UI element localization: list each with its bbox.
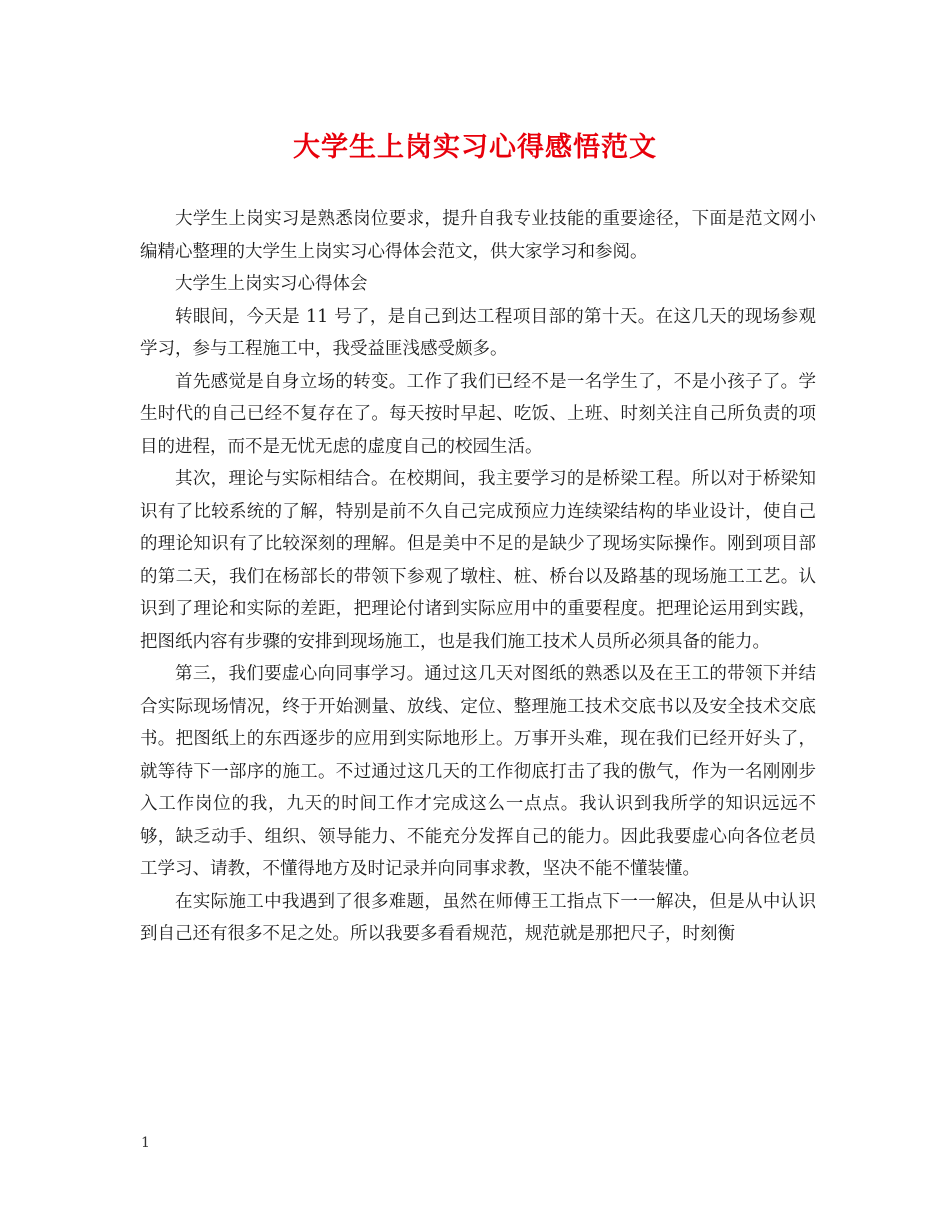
paragraph-intro: 大学生上岗实习是熟悉岗位要求，提升自我专业技能的重要途径，下面是范文网小编精心整理的大学生上岗实习心得体会范文，供大家学习和参阅。 xyxy=(140,209,816,262)
paragraph-4: 第三，我们要虚心向同事学习。通过这几天对图纸的熟悉以及在王工的带领下并结合实际现场情况，终于开始测量、放线、定位、整理施工技术交底书以及安全技术交底书。把图纸上的东西逐步的应用到实际地形上。万事开头难，现在我们已经开好头了，就等待下一部序的施工。不过通过这几天的工作彻底打击了我的傲气，作为一名刚刚步入工作岗位的我，九天的时间工作才完成这么一点点。我认识到我所学的知识远远不够，缺乏动手、组织、领导能力、不能充分发挥自己的能力。因此我要虚心向各位老员工学习、请教，不懂得地方及时记录并向同事求教，坚决不能不懂装懂。 xyxy=(140,664,816,879)
paragraph-2: 首先感觉是自身立场的转变。工作了我们已经不是一名学生了，不是小孩子了。学生时代的自己已经不复存在了。每天按时早起、吃饭、上班、时刻关注自己所负责的项目的进程，而不是无忧无虑的虚度自己的校园生活。 xyxy=(140,371,816,457)
document-body xyxy=(140,203,816,951)
document-title: 大学生上岗实习心得感悟范文 xyxy=(293,132,657,163)
page-number: 1 xyxy=(141,1135,150,1151)
paragraph-5: 在实际施工中我遇到了很多难题，虽然在师傅王工指点下一一解决，但是从中认识到自己还有很多不足之处。所以我要多看看规范，规范就是那把尺子，时刻衡 xyxy=(140,891,816,944)
paragraph-1: 转眼间，今天是 11 号了，是自己到达工程项目部的第十天。在这几天的现场参观学习，参与工程施工中，我受益匪浅感受颇多。 xyxy=(140,306,816,359)
paragraph-3: 其次，理论与实际相结合。在校期间，我主要学习的是桥梁工程。所以对于桥梁知识有了比较系统的了解，特别是前不久自己完成预应力连续梁结构的毕业设计，使自己的理论知识有了比较深刻的理解。但是美中不足的是缺少了现场实际操作。刚到项目部的第二天，我们在杨部长的带领下参观了墩柱、桩、桥台以及路基的现场施工工艺。认识到了理论和实际的差距，把理论付诸到实际应用中的重要程度。把理论运用到实践，把图纸内容有步骤的安排到现场施工，也是我们施工技术人员所必须具备的能力。 xyxy=(140,469,816,652)
paragraph-subheading: 大学生上岗实习心得体会 xyxy=(175,274,368,294)
